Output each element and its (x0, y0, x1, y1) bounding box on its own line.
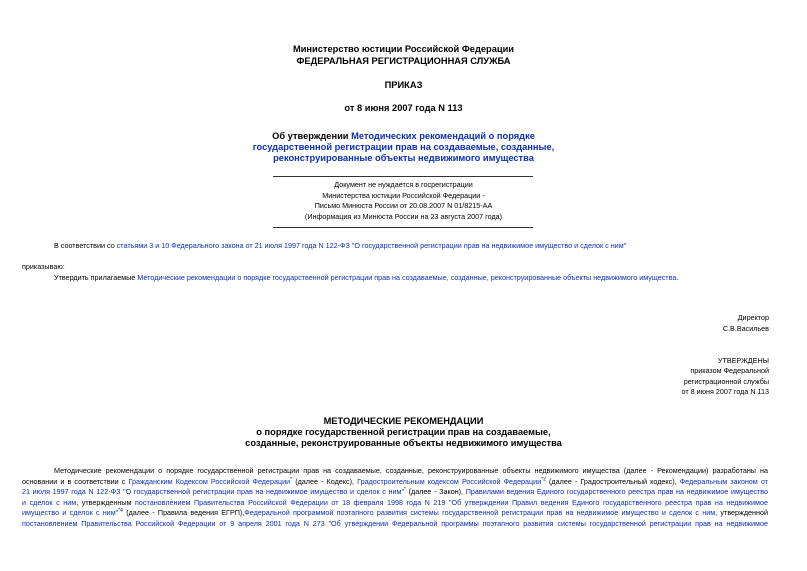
approve-paragraph (54, 273, 678, 283)
egrp-rules-link[interactable]: Правилами ведения Единого государственного реестра прав на недвижимое имущество (465, 487, 768, 497)
urban-code-link[interactable]: Градостроительным кодексом Российской Федерации (357, 476, 542, 486)
preamble-prefix: В соответствии со (54, 241, 117, 250)
recommendations-heading: МЕТОДИЧЕСКИЕ РЕКОМЕНДАЦИИ (323, 416, 484, 426)
document-title-line1 (0, 131, 807, 142)
body-text: , утвержденной (715, 508, 768, 518)
recommendations-link[interactable]: Методические рекомендации о порядке государственной регистрации прав на создаваемые, созданные, реконструированные объекты недвижимого имущества (137, 273, 677, 282)
footnote-mark: * (404, 487, 406, 493)
order-word: приказываю: (22, 262, 65, 271)
note-line4: (Информация из Минюста России на 23 августа 2007 года) (304, 212, 503, 221)
footnote-mark: *4 (118, 508, 123, 514)
approved-line1: УТВЕРЖДЕНЫ (717, 356, 769, 365)
service-name: ФЕДЕРАЛЬНАЯ РЕГИСТРАЦИОННАЯ СЛУЖБА (296, 56, 511, 66)
body-text: Методические рекомендации о порядке государственной регистрации прав на создаваемые, созданные, реконструированные объекты недвижимого имущества (далее - Рекомендации) разработаны на (54, 466, 768, 475)
government-decree-219-link[interactable]: постановлением Правительства Российской Федерации от 18 февраля 1998 года N 219 "Об утверждении Правил ведения Единого государственного реестра прав на недвижимое (135, 497, 768, 507)
approve-suffix: . (676, 273, 679, 282)
approve-prefix: Утвердить прилагаемые (54, 273, 138, 282)
federal-law-link[interactable]: Федеральным законом от (679, 476, 768, 486)
recommendations-subtitle-line1: о порядке государственной регистрации прав на создаваемые, (256, 427, 551, 437)
body-line (22, 466, 768, 477)
note-line2: Министерства юстиции Российской Федерации - (322, 191, 485, 200)
body-line (22, 498, 768, 509)
body-text: (далее - Правила ведения ЕГРП), (122, 508, 245, 518)
civil-code-link[interactable]: Гражданским Кодексом Российской Федерации (128, 476, 291, 486)
approved-line4: от 8 июня 2007 года N 113 (681, 387, 769, 396)
body-line (22, 519, 768, 530)
title-link-part2[interactable]: государственной регистрации прав на создаваемые, созданные, (252, 142, 555, 152)
body-line (22, 508, 768, 519)
government-decree-219-link-cont[interactable]: имущество и сделок с ним" (22, 508, 119, 518)
body-text: (далее - Закон), (406, 487, 466, 497)
body-text: основании и в соответствии с (22, 476, 129, 486)
footnote-mark: * (290, 476, 293, 483)
government-decree-273-link[interactable]: постановлением Правительства Российской Федерации от 9 апреля 2001 года N 273 "Об утверждении Федеральной программы поэтапного развития системы государственной регистрации прав на недвижимое (22, 518, 768, 528)
approved-line2: приказом Федеральной (690, 366, 769, 375)
signature-role: Директор (737, 313, 769, 322)
law-articles-link[interactable]: статьями 3 и 10 Федерального закона от 21 июля 1997 года N 122-ФЗ "О государственной регистрации прав на недвижимое имущество и сделок с ним" (116, 241, 627, 250)
note-bottom-divider (273, 227, 533, 228)
recommendations-subtitle-line2: созданные, реконструированные объекты недвижимого имущества (245, 438, 562, 448)
note-line3: Письмо Минюста России от 20.08.2007 N 01/8215-АА (314, 201, 493, 210)
body-text: , утвержденным (76, 497, 136, 507)
body-paragraph (22, 466, 768, 530)
title-link-part1[interactable]: Методических рекомендаций о порядке (351, 131, 535, 141)
note-line1: Документ не нуждается в госрегистрации (334, 180, 473, 189)
footnote-mark: *2 (541, 476, 546, 483)
federal-program-link[interactable]: Федеральной программой поэтапного развития системы государственной регистрации прав на недвижимое имущество и сделок с ним (244, 508, 716, 518)
egrp-rules-link-cont[interactable]: и сделок с ним (22, 497, 77, 507)
ministry-name: Министерство юстиции Российской Федерации (292, 44, 515, 54)
body-text: (далее - Кодекс), (292, 476, 358, 486)
approved-line3: регистрационной службы (683, 377, 769, 386)
title-prefix: Об утверждении (272, 131, 352, 141)
body-line (22, 487, 768, 498)
note-top-divider (273, 176, 533, 177)
document-date: от 8 июня 2007 года N 113 (344, 103, 463, 113)
document-type: ПРИКАЗ (384, 80, 423, 90)
body-line (22, 477, 768, 488)
federal-law-link-cont[interactable]: 21 июля 1997 года N 122-ФЗ "О государственной регистрации прав на недвижимое имущество и сделок с ним" (22, 487, 405, 497)
signature-name: С.В.Васильев (722, 324, 769, 333)
body-text: (далее - Градостроительный кодекс), (545, 476, 680, 486)
preamble (54, 241, 626, 251)
title-link-part3[interactable]: реконструированные объекты недвижимого имущества (273, 153, 534, 163)
